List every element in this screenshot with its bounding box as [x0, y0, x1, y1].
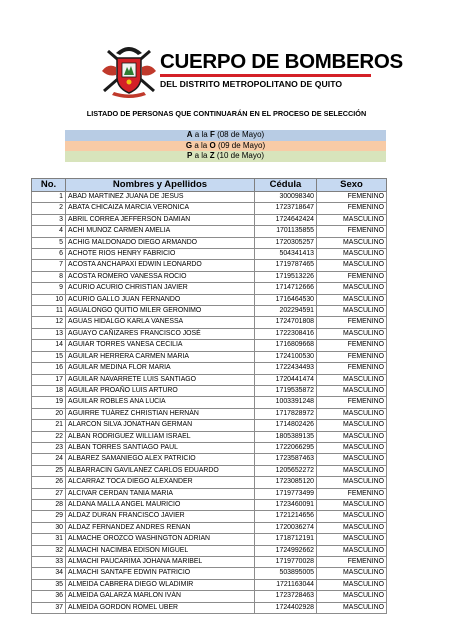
schedule-to: F — [209, 130, 215, 139]
sexo-value: MASCULINO — [317, 522, 387, 533]
candidate-name: AGUILAR ROBLES ANA LUCIA — [66, 397, 255, 408]
row-number: 34 — [32, 568, 66, 579]
schedule-date: (08 de Mayo) — [217, 130, 265, 139]
table-row — [32, 454, 387, 465]
cedula-value: 1721214656 — [255, 511, 317, 522]
row-number: 26 — [32, 477, 66, 488]
row-number: 36 — [32, 591, 66, 602]
header — [98, 41, 403, 101]
cedula-value: 1723460091 — [255, 499, 317, 510]
candidate-name: AGUILAR MEDINA FLOR MARIA — [66, 363, 255, 374]
row-number: 10 — [32, 294, 66, 305]
schedule-date: (10 de Mayo) — [216, 151, 264, 160]
schedule-row — [65, 141, 386, 152]
table-row — [32, 351, 387, 362]
sexo-value: MASCULINO — [317, 260, 387, 271]
candidate-name: ACOSTA ANCHAPAXI EDWIN LEONARDO — [66, 260, 255, 271]
candidate-name: ALMEIDA CABRERA DIEGO WLADIMIR — [66, 579, 255, 590]
sexo-value: MASCULINO — [317, 499, 387, 510]
table-row — [32, 499, 387, 510]
sexo-value: MASCULINO — [317, 534, 387, 545]
sexo-value: MASCULINO — [317, 477, 387, 488]
sexo-value: MASCULINO — [317, 579, 387, 590]
cedula-value: 1003391248 — [255, 397, 317, 408]
sexo-value: FEMENINO — [317, 271, 387, 282]
candidate-name: ACURIO GALLO JUAN FERNANDO — [66, 294, 255, 305]
row-number: 18 — [32, 385, 66, 396]
row-number: 21 — [32, 420, 66, 431]
schedule-row — [65, 151, 386, 162]
row-number: 22 — [32, 431, 66, 442]
organization-title: CUERPO DE BOMBEROS — [160, 50, 403, 73]
title-underline — [160, 74, 371, 77]
table-row — [32, 317, 387, 328]
sexo-value: MASCULINO — [317, 454, 387, 465]
table-row — [32, 511, 387, 522]
schedule-connector: a la — [194, 151, 208, 160]
row-number: 23 — [32, 442, 66, 453]
table-row — [32, 363, 387, 374]
candidate-name: AGUILAR NAVARRETE LUIS SANTIAGO — [66, 374, 255, 385]
candidate-name: ABATA CHICAIZA MARCIA VERONICA — [66, 203, 255, 214]
table-header-row — [32, 179, 387, 192]
schedule-to: Z — [209, 151, 215, 160]
row-number: 24 — [32, 454, 66, 465]
row-number: 7 — [32, 260, 66, 271]
candidate-name: ALDANA MALLA ANGEL MAURICIO — [66, 499, 255, 510]
sexo-value: MASCULINO — [317, 431, 387, 442]
sexo-value: MASCULINO — [317, 306, 387, 317]
sexo-value: MASCULINO — [317, 465, 387, 476]
cedula-value: 1723718647 — [255, 203, 317, 214]
candidate-name: ALBAN TORRES SANTIAGO PAUL — [66, 442, 255, 453]
cedula-value: 1724992662 — [255, 545, 317, 556]
table-row — [32, 397, 387, 408]
candidate-name: ALDAZ DURAN FRANCISCO JAVIER — [66, 511, 255, 522]
row-number: 4 — [32, 226, 66, 237]
header-sexo: Sexo — [317, 179, 387, 192]
candidate-name: AGUIRRE TUÁREZ CHRISTIAN HERNÁN — [66, 408, 255, 419]
cedula-value: 1721163044 — [255, 579, 317, 590]
table-row — [32, 431, 387, 442]
table-row — [32, 408, 387, 419]
row-number: 3 — [32, 214, 66, 225]
candidate-name: AGUAS HIDALGO KARLA VANESSA — [66, 317, 255, 328]
sexo-value: MASCULINO — [317, 249, 387, 260]
sexo-value: MASCULINO — [317, 374, 387, 385]
schedule-row — [65, 130, 386, 141]
sexo-value: MASCULINO — [317, 545, 387, 556]
cedula-value: 1722066295 — [255, 442, 317, 453]
cedula-value: 1719773499 — [255, 488, 317, 499]
table-row — [32, 477, 387, 488]
row-number: 2 — [32, 203, 66, 214]
candidates-table — [31, 178, 387, 614]
table-row — [32, 465, 387, 476]
candidate-name: AGUAYO CAÑIZARES FRANCISCO JOSÉ — [66, 328, 255, 339]
cedula-value: 1723085120 — [255, 477, 317, 488]
table-row — [32, 602, 387, 613]
cedula-value: 1722434493 — [255, 363, 317, 374]
table-row — [32, 226, 387, 237]
sexo-value: MASCULINO — [317, 511, 387, 522]
table-row — [32, 271, 387, 282]
row-number: 28 — [32, 499, 66, 510]
table-body — [32, 192, 387, 614]
candidate-name: ALMACHI PAUCARIMA JOHANA MARIBEL — [66, 557, 255, 568]
row-number: 35 — [32, 579, 66, 590]
cedula-value: 503895005 — [255, 568, 317, 579]
cedula-value: 1720036274 — [255, 522, 317, 533]
candidate-name: ALMACHI NACIMBA EDISON MIGUEL — [66, 545, 255, 556]
candidate-name: ALMACHE OROZCO WASHINGTON ADRIAN — [66, 534, 255, 545]
candidate-name: ALCARRAZ TOCA DIEGO ALEXANDER — [66, 477, 255, 488]
row-number: 20 — [32, 408, 66, 419]
cedula-value: 1716464530 — [255, 294, 317, 305]
candidate-name: ACHI MUNOZ CARMEN AMELIA — [66, 226, 255, 237]
cedula-value: 1714712666 — [255, 283, 317, 294]
cedula-value: 1701135855 — [255, 226, 317, 237]
header-no: No. — [32, 179, 66, 192]
candidate-name: ABAD MARTINEZ JUANA DE JESUS — [66, 192, 255, 203]
schedule-to: O — [209, 140, 216, 150]
candidate-name: AGUILAR PROAÑO LUIS ARTURO — [66, 385, 255, 396]
table-row — [32, 328, 387, 339]
row-number: 37 — [32, 602, 66, 613]
table-row — [32, 203, 387, 214]
candidate-name: ACHOTE RIOS HENRY FABRICIO — [66, 249, 255, 260]
candidate-name: ALARCON SILVA JONATHAN GERMAN — [66, 420, 255, 431]
table-row — [32, 294, 387, 305]
row-number: 16 — [32, 363, 66, 374]
cedula-value: 1719535872 — [255, 385, 317, 396]
sexo-value: FEMENINO — [317, 226, 387, 237]
listing-title: LISTADO DE PERSONAS QUE CONTINUARÁN EN EL PROCESO DE SELECCIÓN — [86, 109, 367, 118]
row-number: 1 — [32, 192, 66, 203]
row-number: 6 — [32, 249, 66, 260]
candidate-name: ALBARRACIN GAVILANEZ CARLOS EDUARDO — [66, 465, 255, 476]
sexo-value: MASCULINO — [317, 568, 387, 579]
sexo-value: FEMENINO — [317, 203, 387, 214]
header-name: Nombres y Apellidos — [66, 179, 255, 192]
row-number: 33 — [32, 557, 66, 568]
table-row — [32, 283, 387, 294]
sexo-value: FEMENINO — [317, 351, 387, 362]
schedule-from: G — [185, 140, 193, 150]
cedula-value: 1724642424 — [255, 214, 317, 225]
sexo-value: FEMENINO — [317, 488, 387, 499]
candidate-name: AGUIAR TORRES VANESA CECILIA — [66, 340, 255, 351]
candidate-name: ALCIVAR CERDAN TANIA MARIA — [66, 488, 255, 499]
cedula-value: 1719787465 — [255, 260, 317, 271]
cedula-value: 1205652272 — [255, 465, 317, 476]
row-number: 8 — [32, 271, 66, 282]
candidate-name: AGUILAR HERRERA CARMEN MARIA — [66, 351, 255, 362]
candidate-name: ALDAZ FERNANDEZ ANDRES RENAN — [66, 522, 255, 533]
table-row — [32, 237, 387, 248]
sexo-value: MASCULINO — [317, 328, 387, 339]
table-row — [32, 591, 387, 602]
cedula-value: 1720305257 — [255, 237, 317, 248]
schedule-connector: a la — [194, 140, 208, 150]
row-number: 29 — [32, 511, 66, 522]
table-row — [32, 260, 387, 271]
table-row — [32, 557, 387, 568]
cedula-value: 504341413 — [255, 249, 317, 260]
row-number: 27 — [32, 488, 66, 499]
row-number: 5 — [32, 237, 66, 248]
sexo-value: FEMENINO — [317, 363, 387, 374]
sexo-value: MASCULINO — [317, 420, 387, 431]
row-number: 30 — [32, 522, 66, 533]
candidate-name: ACOSTA ROMERO VANESSA ROCIO — [66, 271, 255, 282]
candidate-name: ALMEIDA GORDON ROMEL UBER — [66, 602, 255, 613]
row-number: 13 — [32, 328, 66, 339]
row-number: 25 — [32, 465, 66, 476]
cedula-value: 300098340 — [255, 192, 317, 203]
cedula-value: 1719513226 — [255, 271, 317, 282]
candidate-name: ACURIO ACURIO CHRISTIAN JAVIER — [66, 283, 255, 294]
cedula-value: 1724100530 — [255, 351, 317, 362]
sexo-value: MASCULINO — [317, 283, 387, 294]
sexo-value: MASCULINO — [317, 214, 387, 225]
schedule-from: A — [186, 130, 193, 139]
table-row — [32, 568, 387, 579]
cedula-value: 1717828972 — [255, 408, 317, 419]
table-row — [32, 385, 387, 396]
row-number: 15 — [32, 351, 66, 362]
cedula-value: 1724402928 — [255, 602, 317, 613]
row-number: 17 — [32, 374, 66, 385]
organization-subtitle: DEL DISTRITO METROPOLITANO DE QUITO — [160, 79, 343, 89]
sexo-value: MASCULINO — [317, 591, 387, 602]
row-number: 14 — [32, 340, 66, 351]
table-row — [32, 192, 387, 203]
cedula-value: 1719770028 — [255, 557, 317, 568]
candidate-name: ABRIL CORREA JEFFERSON DAMIAN — [66, 214, 255, 225]
cedula-value: 1714802426 — [255, 420, 317, 431]
sexo-value: FEMENINO — [317, 317, 387, 328]
row-number: 31 — [32, 534, 66, 545]
cedula-value: 1723587463 — [255, 454, 317, 465]
cedula-value: 1720441474 — [255, 374, 317, 385]
table-row — [32, 249, 387, 260]
table-row — [32, 340, 387, 351]
candidate-name: ALBAREZ SAMANIEGO ALEX PATRICIO — [66, 454, 255, 465]
table-row — [32, 488, 387, 499]
candidate-name: ALMACHI SANTAFE EDWIN PATRICIO — [66, 568, 255, 579]
table-row — [32, 442, 387, 453]
row-number: 12 — [32, 317, 66, 328]
candidate-name: AGUALONGO QUITIO MILER GERONIMO — [66, 306, 255, 317]
schedule-connector: a la — [194, 130, 208, 139]
cedula-value: 202294591 — [255, 306, 317, 317]
table-row — [32, 306, 387, 317]
table-row — [32, 214, 387, 225]
cedula-value: 1723728463 — [255, 591, 317, 602]
sexo-value: MASCULINO — [317, 294, 387, 305]
cedula-value: 1805389135 — [255, 431, 317, 442]
sexo-value: FEMENINO — [317, 557, 387, 568]
table-row — [32, 579, 387, 590]
table-row — [32, 534, 387, 545]
schedule-from: P — [187, 151, 193, 160]
cedula-value: 1716809668 — [255, 340, 317, 351]
sexo-value: FEMENINO — [317, 192, 387, 203]
sexo-value: MASCULINO — [317, 385, 387, 396]
row-number: 19 — [32, 397, 66, 408]
candidate-name: ALBAN RODRIGUEZ WILLIAM ISRAEL — [66, 431, 255, 442]
firefighter-logo-icon — [98, 41, 160, 101]
sexo-value: MASCULINO — [317, 602, 387, 613]
candidate-name: ALMEIDA GALARZA MARLON IVÁN — [66, 591, 255, 602]
table-row — [32, 374, 387, 385]
cedula-value: 1724701808 — [255, 317, 317, 328]
cedula-value: 1718712191 — [255, 534, 317, 545]
table-row — [32, 522, 387, 533]
row-number: 32 — [32, 545, 66, 556]
schedule-legend — [65, 130, 386, 162]
sexo-value: MASCULINO — [317, 237, 387, 248]
table-row — [32, 545, 387, 556]
header-cedula: Cédula — [255, 179, 317, 192]
sexo-value: FEMENINO — [317, 340, 387, 351]
row-number: 11 — [32, 306, 66, 317]
cedula-value: 1722308416 — [255, 328, 317, 339]
row-number: 9 — [32, 283, 66, 294]
sexo-value: MASCULINO — [317, 442, 387, 453]
schedule-date: (09 de Mayo) — [217, 140, 266, 150]
table-row — [32, 420, 387, 431]
sexo-value: MASCULINO — [317, 408, 387, 419]
sexo-value: FEMENINO — [317, 397, 387, 408]
candidate-name: ACHIG MALDONADO DIEGO ARMANDO — [66, 237, 255, 248]
